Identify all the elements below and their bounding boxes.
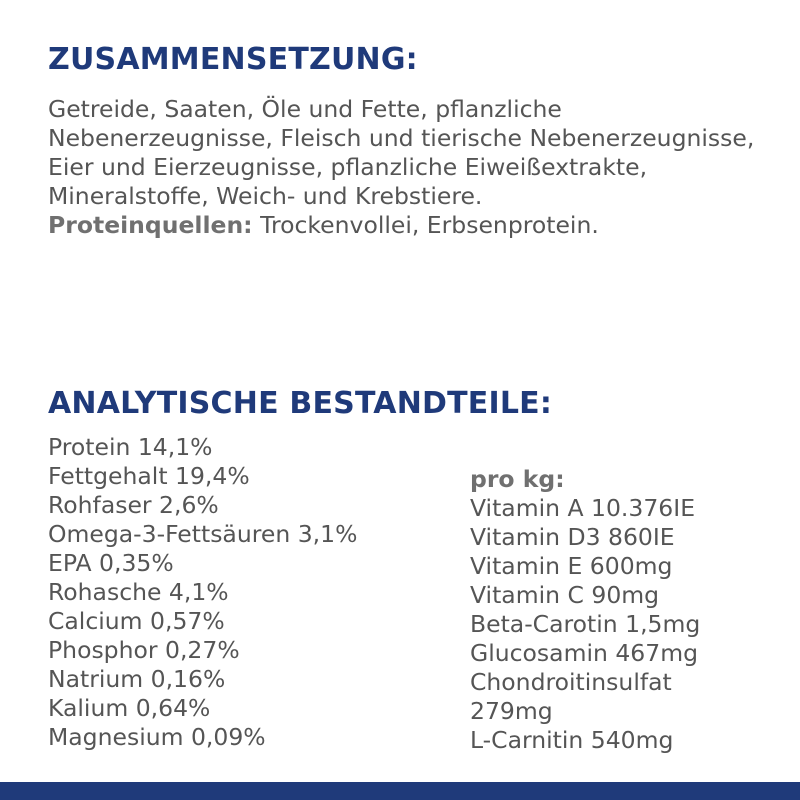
list-item: Vitamin C 90mg	[470, 581, 660, 609]
protein-sources-label: Proteinquellen:	[48, 211, 253, 239]
nutrient-list	[48, 433, 357, 752]
list-item: Magnesium 0,09%	[48, 723, 266, 751]
bottom-bar	[0, 782, 800, 800]
composition-section	[48, 95, 768, 240]
protein-sources-text: Trockenvollei, Erbsenprotein.	[252, 211, 599, 239]
composition-heading: ZUSAMMENSETZUNG:	[48, 42, 418, 77]
list-item: Omega-3-Fettsäuren 3,1%	[48, 520, 358, 548]
per-kg-label: pro kg:	[470, 465, 565, 493]
list-item: Beta-Carotin 1,5mg	[470, 610, 701, 638]
list-item: Vitamin A 10.376IE	[470, 494, 696, 522]
list-item: Calcium 0,57%	[48, 607, 225, 635]
list-item: Rohfaser 2,6%	[48, 491, 219, 519]
analytical-heading: ANALYTISCHE BESTANDTEILE:	[48, 386, 553, 421]
protein-sources	[48, 211, 768, 240]
composition-text	[48, 95, 768, 211]
list-item: L-Carnitin 540mg	[470, 726, 674, 754]
list-item: Protein 14,1%	[48, 433, 213, 461]
list-item: Vitamin D3 860IE	[470, 523, 675, 551]
vitamins-section	[470, 465, 750, 755]
vitamin-list	[470, 494, 750, 755]
composition-ingredients: Getreide, Saaten, Öle und Fette, pflanzliche Nebenerzeugnisse, Fleisch und tierische Nebenerzeugnisse, Eier und Eierzeugnisse, pflanzliche Eiweißextrakte, Mineralstoffe, Weich- und Krebstiere.	[48, 95, 755, 210]
list-item: Fettgehalt 19,4%	[48, 462, 250, 490]
list-item: Natrium 0,16%	[48, 665, 226, 693]
list-item: Rohasche 4,1%	[48, 578, 229, 606]
list-item: Kalium 0,64%	[48, 694, 211, 722]
list-item: Chondroitinsulfat 279mg	[470, 668, 672, 725]
list-item: Vitamin E 600mg	[470, 552, 673, 580]
list-item: Phosphor 0,27%	[48, 636, 240, 664]
list-item: EPA 0,35%	[48, 549, 174, 577]
list-item: Glucosamin 467mg	[470, 639, 699, 667]
